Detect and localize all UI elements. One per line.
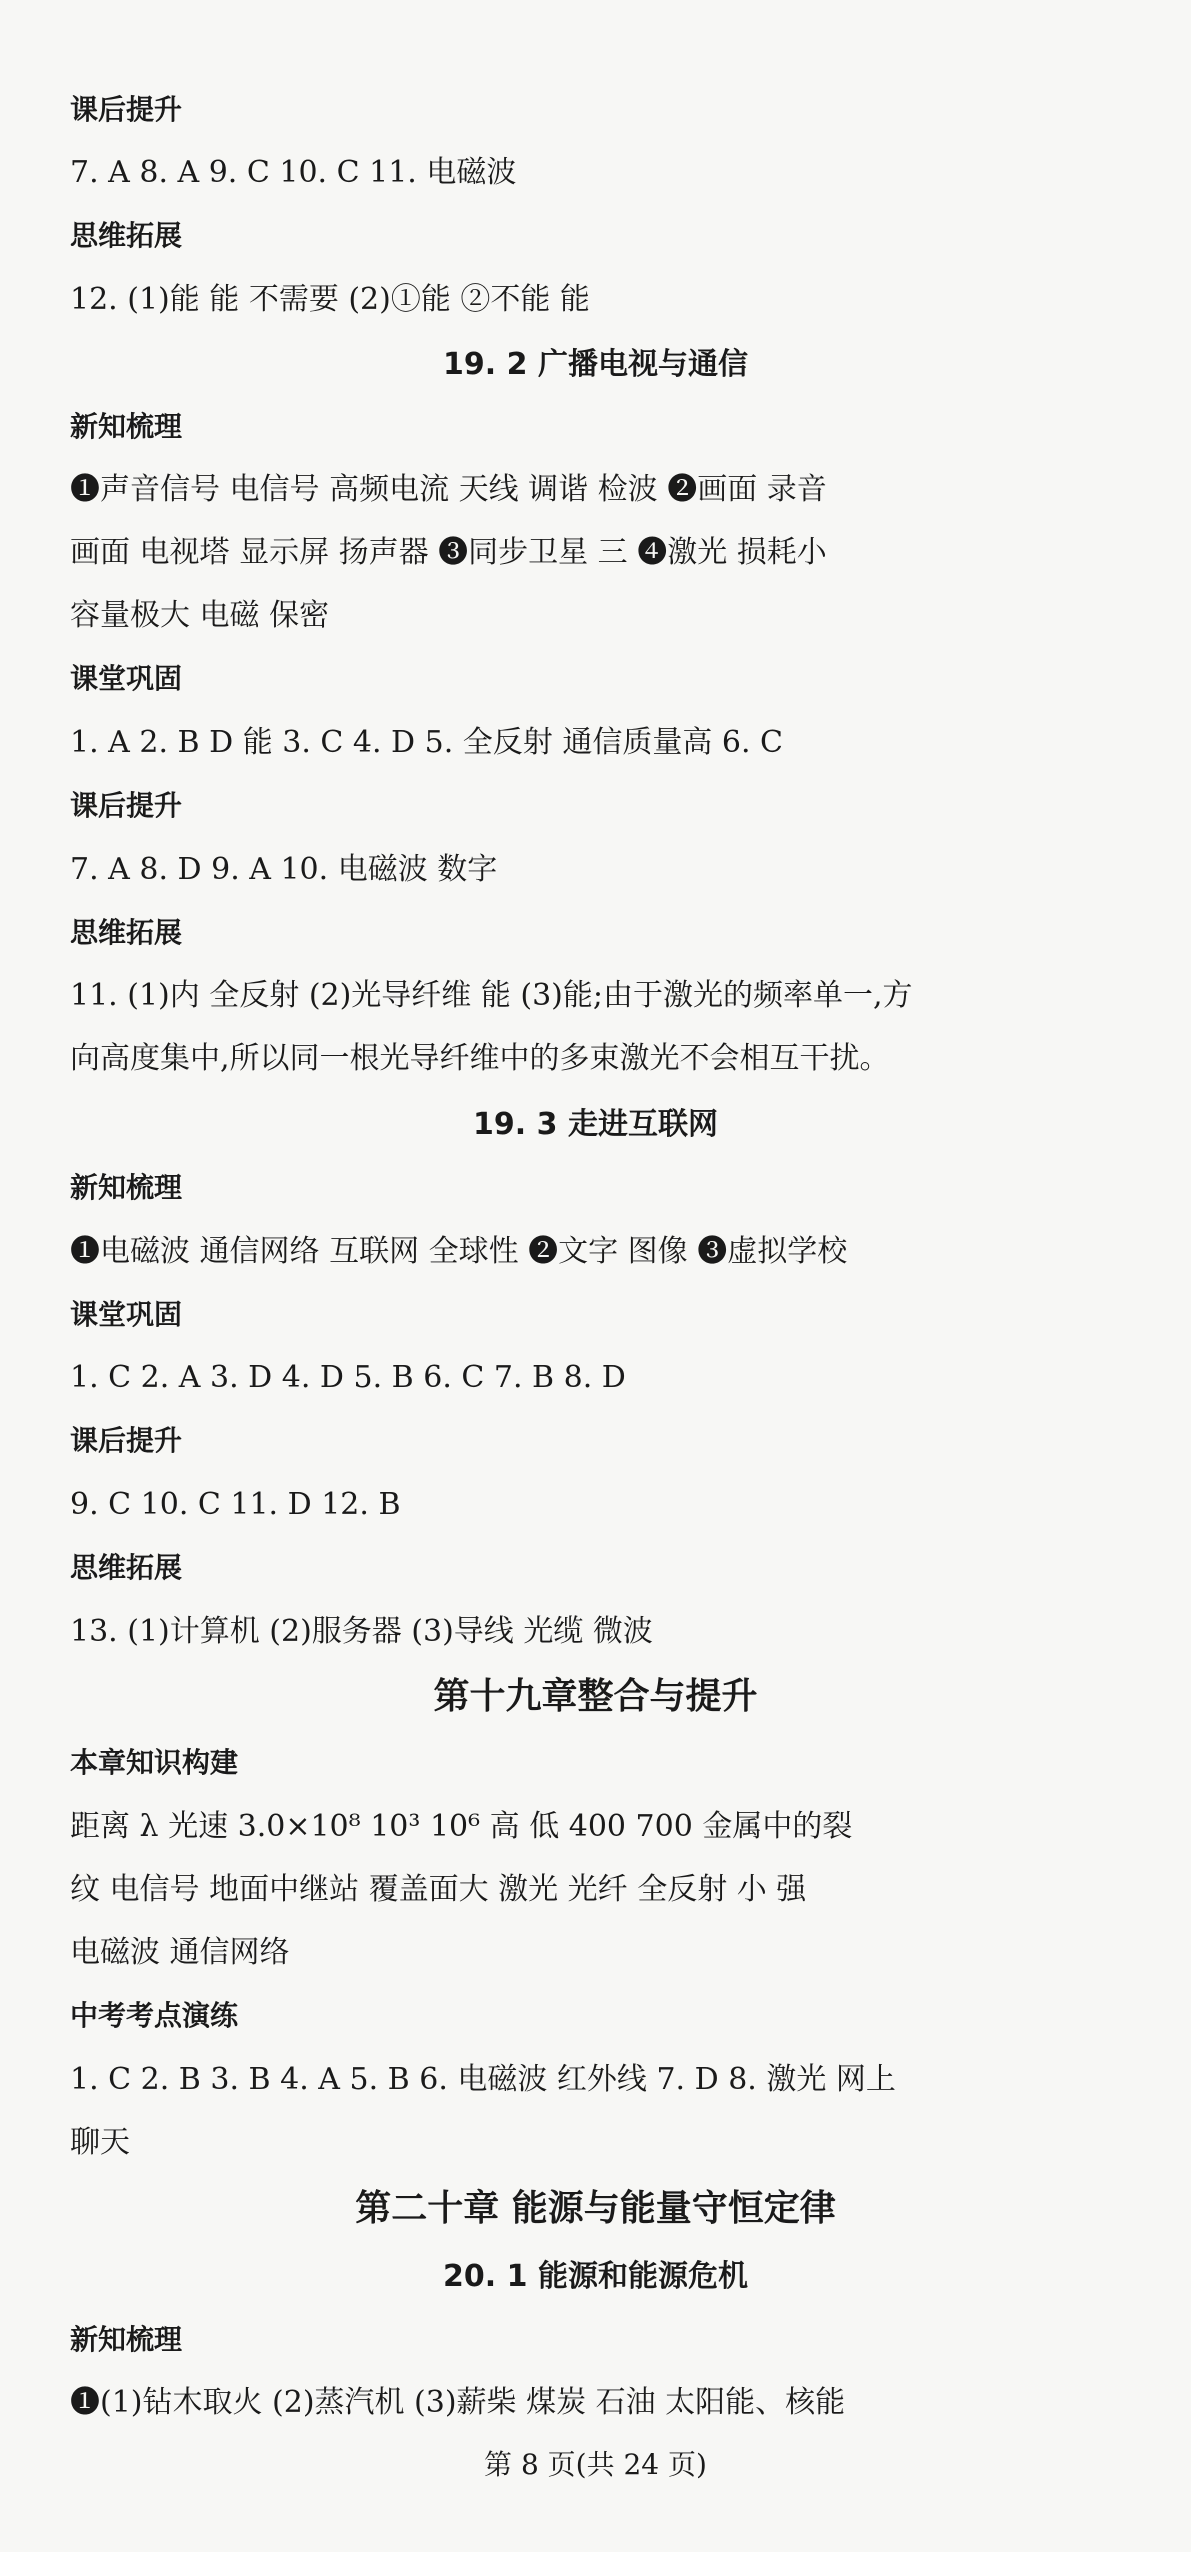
section-heading-extension: 思维拓展	[70, 219, 183, 252]
section-heading-after-class: 课后提升	[70, 789, 183, 822]
section-heading-after-class: 课后提升	[70, 1424, 183, 1457]
answer-line: ❶声音信号 电信号 高频电流 天线 调谐 检波 ❷画面 录音	[70, 472, 827, 507]
answer-line: 纹 电信号 地面中继站 覆盖面大 激光 光纤 全反射 小 强	[70, 1872, 807, 1907]
answer-line: 画面 电视塔 显示屏 扬声器 ❸同步卫星 三 ❹激光 损耗小	[70, 535, 827, 570]
answer-line: 1. C 2. B 3. B 4. A 5. B 6. 电磁波 红外线 7. D 8. 激光 网上	[70, 2062, 896, 2097]
answer-line: 9. C 10. C 11. D 12. B	[70, 1487, 401, 1522]
section-heading-new-knowledge: 新知梳理	[70, 1171, 183, 1204]
answer-line: 7. A 8. A 9. C 10. C 11. 电磁波	[70, 155, 517, 190]
answer-line: 1. C 2. A 3. D 4. D 5. B 6. C 7. B 8. D	[70, 1360, 626, 1395]
answer-line: 11. (1)内 全反射 (2)光导纤维 能 (3)能;由于激光的频率单一,方	[70, 978, 913, 1013]
chapter-summary-title: 第十九章整合与提升	[433, 1676, 758, 1717]
answer-line: 12. (1)能 能 不需要 (2)①能 ②不能 能	[70, 282, 590, 317]
answer-line: ❶(1)钻木取火 (2)蒸汽机 (3)薪柴 煤炭 石油 太阳能、核能	[70, 2385, 846, 2420]
section-heading-knowledge-structure: 本章知识构建	[70, 1746, 239, 1779]
answer-line: 13. (1)计算机 (2)服务器 (3)导线 光缆 微波	[70, 1614, 653, 1649]
section-heading-exam-practice: 中考考点演练	[70, 1999, 239, 2032]
section-heading-in-class: 课堂巩固	[70, 1298, 183, 1331]
section-heading-extension: 思维拓展	[70, 1551, 183, 1584]
lesson-title-19-2: 19. 2 广播电视与通信	[443, 347, 748, 382]
page-footer: 第 8 页(共 24 页)	[484, 2448, 707, 2481]
chapter-title-20: 第二十章 能源与能量守恒定律	[355, 2188, 836, 2229]
answer-line: 电磁波 通信网络	[70, 1935, 290, 1970]
answer-line: ❶电磁波 通信网络 互联网 全球性 ❷文字 图像 ❸虚拟学校	[70, 1234, 848, 1269]
lesson-title-20-1: 20. 1 能源和能源危机	[443, 2259, 748, 2294]
lesson-title-19-3: 19. 3 走进互联网	[473, 1107, 718, 1142]
answer-line: 距离 λ 光速 3.0×10⁸ 10³ 10⁶ 高 低 400 700 金属中的裂	[70, 1809, 853, 1844]
section-heading-in-class: 课堂巩固	[70, 662, 183, 695]
section-heading-new-knowledge: 新知梳理	[70, 2323, 183, 2356]
section-heading-new-knowledge: 新知梳理	[70, 410, 183, 443]
answer-line: 7. A 8. D 9. A 10. 电磁波 数字	[70, 852, 498, 887]
section-heading-extension: 思维拓展	[70, 916, 183, 949]
answer-line: 聊天	[70, 2125, 130, 2160]
section-heading-after-class: 课后提升	[70, 93, 183, 126]
answer-line: 1. A 2. B D 能 3. C 4. D 5. 全反射 通信质量高 6. C	[70, 725, 783, 760]
answer-line: 容量极大 电磁 保密	[70, 598, 330, 633]
answer-line: 向高度集中,所以同一根光导纤维中的多束激光不会相互干扰。	[70, 1041, 890, 1076]
